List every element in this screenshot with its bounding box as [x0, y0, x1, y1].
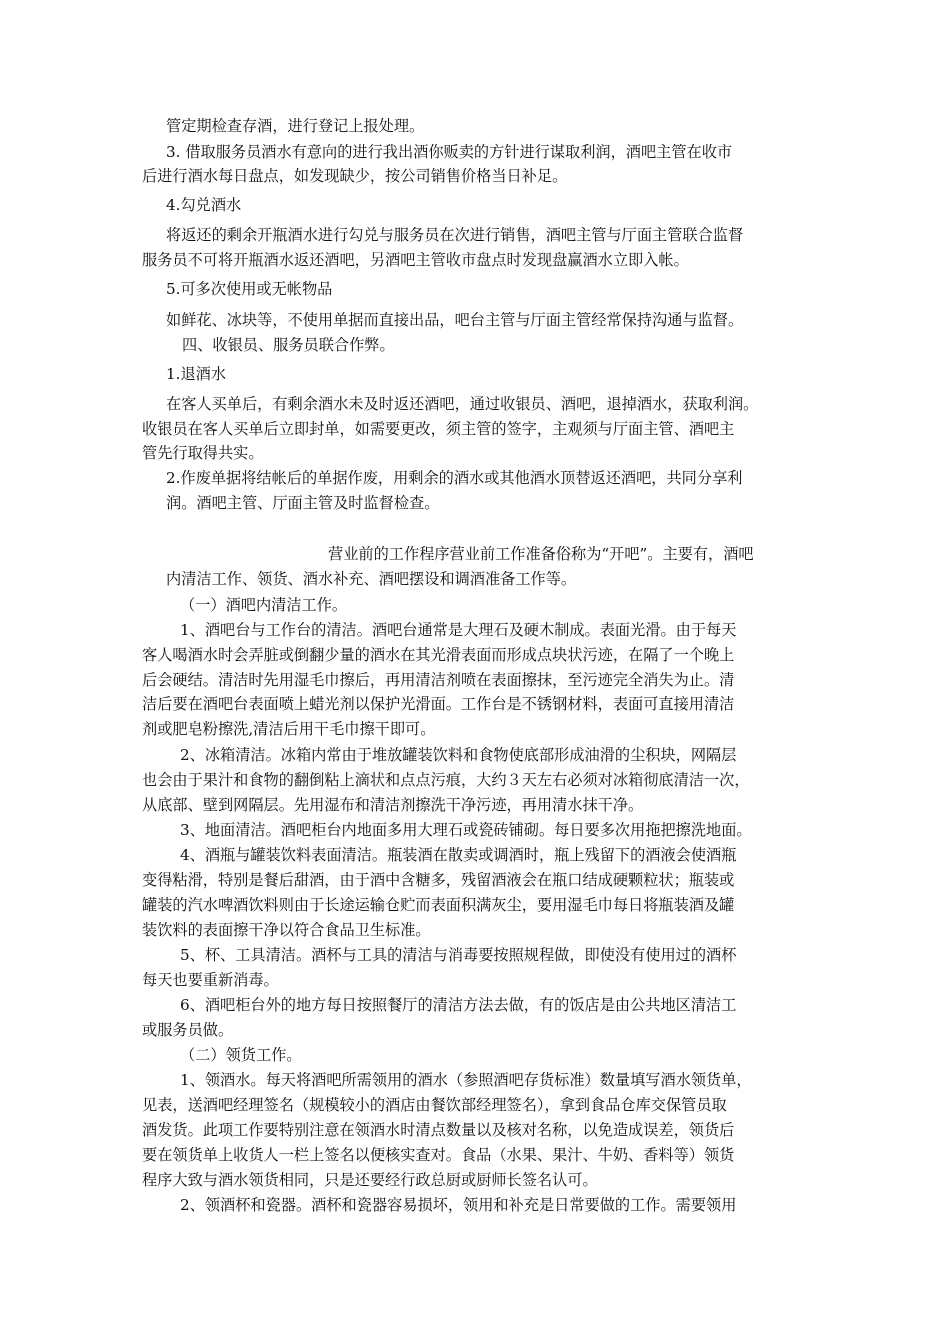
- section-heading: （一）酒吧内清洁工作。: [180, 596, 348, 614]
- text-line: 在客人买单后，有剩余酒水未及时返还酒吧，通过收银员、酒吧，退掉酒水，获取利润。: [166, 395, 759, 413]
- text-line: 内清洁工作、领货、酒水补充、酒吧摆设和调酒准备工作等。: [166, 570, 577, 588]
- text-line: 程序大致与酒水领货相同，只是还要经行政总厨或厨师长签名认可。: [142, 1171, 598, 1189]
- text-line: 4.勾兑酒水: [166, 196, 242, 214]
- text-line: 营业前的工作程序营业前工作准备俗称为“开吧”。主要有，酒吧: [328, 545, 754, 563]
- text-line: 也会由于果汁和食物的翻倒粘上滴状和点点污痕，大约３天左右必须对冰箱彻底清洁一次，: [142, 771, 750, 789]
- text-line: 见表，送酒吧经理签名（规模较小的酒店由餐饮部经理签名），拿到食品仓库交保管员取: [142, 1096, 727, 1114]
- text-line: 服务员不可将开瓶酒水返还酒吧，另酒吧主管收市盘点时发现盘赢酒水立即入帐。: [142, 251, 689, 269]
- text-line: 剂或肥皂粉擦洗,清洁后用干毛巾擦干即可。: [142, 720, 436, 738]
- text-line: 收银员在客人买单后立即封单，如需要更改，须主管的签字，主观须与厅面主管、酒吧主: [142, 420, 735, 438]
- text-line: 从底部、壁到网隔层。先用湿布和清洁剂擦洗干净污迹，再用清水抹干净。: [142, 796, 644, 814]
- text-line: 2、领酒杯和瓷器。酒杯和瓷器容易损坏，领用和补充是日常要做的工作。需要领用: [180, 1196, 737, 1214]
- text-line: 如鲜花、冰块等，不使用单据而直接出品，吧台主管与厅面主管经常保持沟通与监督。: [166, 311, 744, 329]
- text-line: 罐装的汽水啤酒饮料则由于长途运输仓贮而表面积满灰尘，要用湿毛巾每日将瓶装酒及罐: [142, 896, 735, 914]
- text-line: 每天也要重新消毒。: [142, 971, 279, 989]
- text-line: 1、领酒水。每天将酒吧所需领用的酒水（参照酒吧存货标准）数量填写酒水领货单，: [180, 1071, 752, 1089]
- text-line: 4、酒瓶与罐装饮料表面清洁。瓶装酒在散卖或调酒时，瓶上残留下的酒液会使酒瓶: [180, 846, 737, 864]
- text-line: 2.作废单据将结帐后的单据作废，用剩余的酒水或其他酒水顶替返还酒吧，共同分享利: [166, 469, 743, 487]
- text-line: 洁后要在酒吧台表面喷上蜡光剂以保护光滑面。工作台是不锈钢材料，表面可直接用清洁: [142, 695, 735, 713]
- text-line: 装饮料的表面擦干净以符合食品卫生标准。: [142, 921, 431, 939]
- section-heading: （二）领货工作。: [180, 1046, 302, 1064]
- text-line: 管先行取得共实。: [142, 444, 264, 462]
- text-line: 2、冰箱清洁。冰箱内常由于堆放罐装饮料和食物使底部形成油滑的尘积块，网隔层: [180, 746, 737, 764]
- text-line: 5.可多次使用或无帐物品: [166, 280, 333, 298]
- text-line: 要在领货单上收货人一栏上签名以便核实查对。食品（水果、果汁、牛奶、香料等）领货: [142, 1146, 735, 1164]
- text-line: 后进行酒水每日盘点，如发现缺少，按公司销售价格当日补足。: [142, 167, 568, 185]
- text-line: 润。酒吧主管、厅面主管及时监督检查。: [166, 494, 440, 512]
- text-line: 酒发货。此项工作要特别注意在领酒水时清点数量以及核对名称，以免造成误差，领货后: [142, 1121, 735, 1139]
- text-line: 后会硬结。清洁时先用湿毛巾擦后，再用清洁剂喷在表面擦抹，至污迹完全消失为止。清: [142, 671, 735, 689]
- text-line: 将返还的剩余开瓶酒水进行勾兑与服务员在次进行销售，酒吧主管与厅面主管联合监督: [166, 226, 744, 244]
- text-line: 客人喝酒水时会弄脏或倒翻少量的酒水在其光滑表面而形成点块状污迹，在隔了一个晚上: [142, 646, 735, 664]
- section-heading: 四、收银员、服务员联合作弊。: [182, 336, 395, 354]
- text-line: 或服务员做。: [142, 1021, 234, 1039]
- text-line: 6、酒吧柜台外的地方每日按照餐厅的清洁方法去做，有的饭店是由公共地区清洁工: [180, 996, 737, 1014]
- text-line: 变得粘滑，特别是餐后甜酒，由于酒中含糖多，残留酒液会在瓶口结成硬颗粒状；瓶装或: [142, 871, 735, 889]
- text-line: 1、酒吧台与工作台的清洁。酒吧台通常是大理石及硬木制成。表面光滑。由于每天: [180, 621, 737, 639]
- text-line: 3、地面清洁。酒吧柜台内地面多用大理石或瓷砖铺砌。每日要多次用拖把擦洗地面。: [180, 821, 752, 839]
- text-line: 管定期检查存酒，进行登记上报处理。: [166, 117, 425, 135]
- text-line: 3. 借取服务员酒水有意向的进行我出酒你贩卖的方针进行谋取利润，酒吧主管在收市: [166, 143, 733, 161]
- text-line: 5、杯、工具清洁。酒杯与工具的清洁与消毒要按照规程做，即使没有使用过的酒杯: [180, 946, 737, 964]
- text-line: 1.退酒水: [166, 365, 227, 383]
